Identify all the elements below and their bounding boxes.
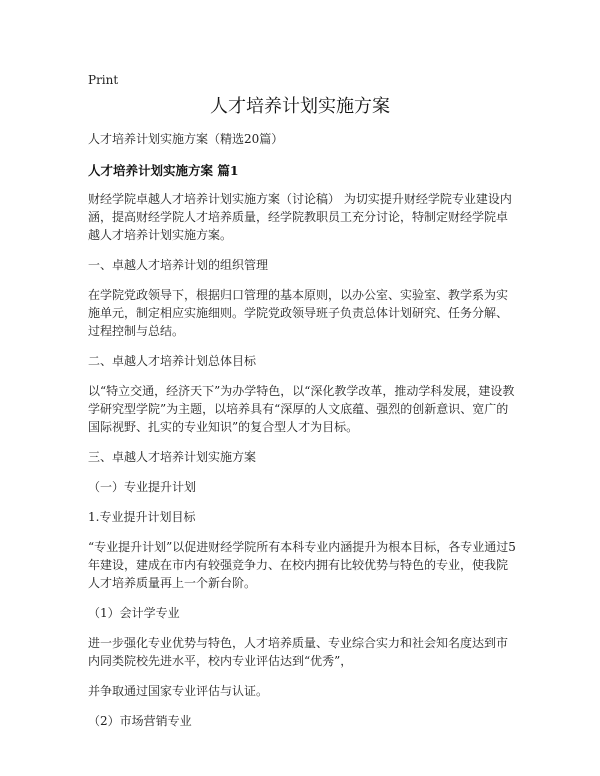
section-title: 人才培养计划实施方案 篇1 [88,163,239,178]
heading-overall-goal: 二、卓越人才培养计划总体目标 [88,354,257,368]
page-title: 人才培养计划实施方案 [210,96,390,117]
document-subtitle: 人才培养计划实施方案（精选20篇） [88,132,284,146]
heading-accounting: （1）会计学专业 [88,606,180,620]
paragraph-accreditation: 并争取通过国家专业评估与认证。 [88,684,269,698]
paragraph-accounting: 进一步强化专业优势与特色，人才培养质量、专业综合实力和社会知名度达到市内同类院校先进水平，校内专业评估达到“优秀”， [88,636,509,668]
heading-major-improvement-goal: 1.专业提升计划目标 [88,510,196,524]
paragraph-organization: 在学院党政领导下，根据归口管理的基本原则，以办公室、实验室、教学系为实施单元，制定相应实施细则。学院党政领导班子负责总体计划研究、任务分解、过程控制与总结。 [88,288,509,338]
paragraph-overall-goal: 以“特立交通，经济天下”为办学特色，以“深化教学改革，推动学科发展，建设教学研究型学院”为主题，以培养具有“深厚的人文底蕴、强烈的创新意识、宽广的国际视野、扎实的专业知识”的复合型人才为目标。 [88,384,515,434]
heading-marketing: （2）市场营销专业 [88,714,192,728]
paragraph-major-improvement: “专业提升计划”以促进财经学院所有本科专业内涵提升为根本目标，各专业通过5年建设，建成在市内有较强竞争力、在校内拥有比较优势与特色的专业，使我院人才培养质量再上一个新台阶。 [88,540,516,590]
intro-paragraph: 财经学院卓越人才培养计划实施方案（讨论稿） 为切实提升财经学院专业建设内涵，提高财经学院人才培养质量，经学院教职员工充分讨论，特制定财经学院卓越人才培养计划实施方案。 [88,192,512,242]
print-link[interactable]: Print [88,73,119,87]
document-body [88,130,518,742]
heading-major-improvement: （一）专业提升计划 [88,480,197,494]
heading-organization: 一、卓越人才培养计划的组织管理 [88,258,269,272]
heading-implementation: 三、卓越人才培养计划实施方案 [88,450,257,464]
